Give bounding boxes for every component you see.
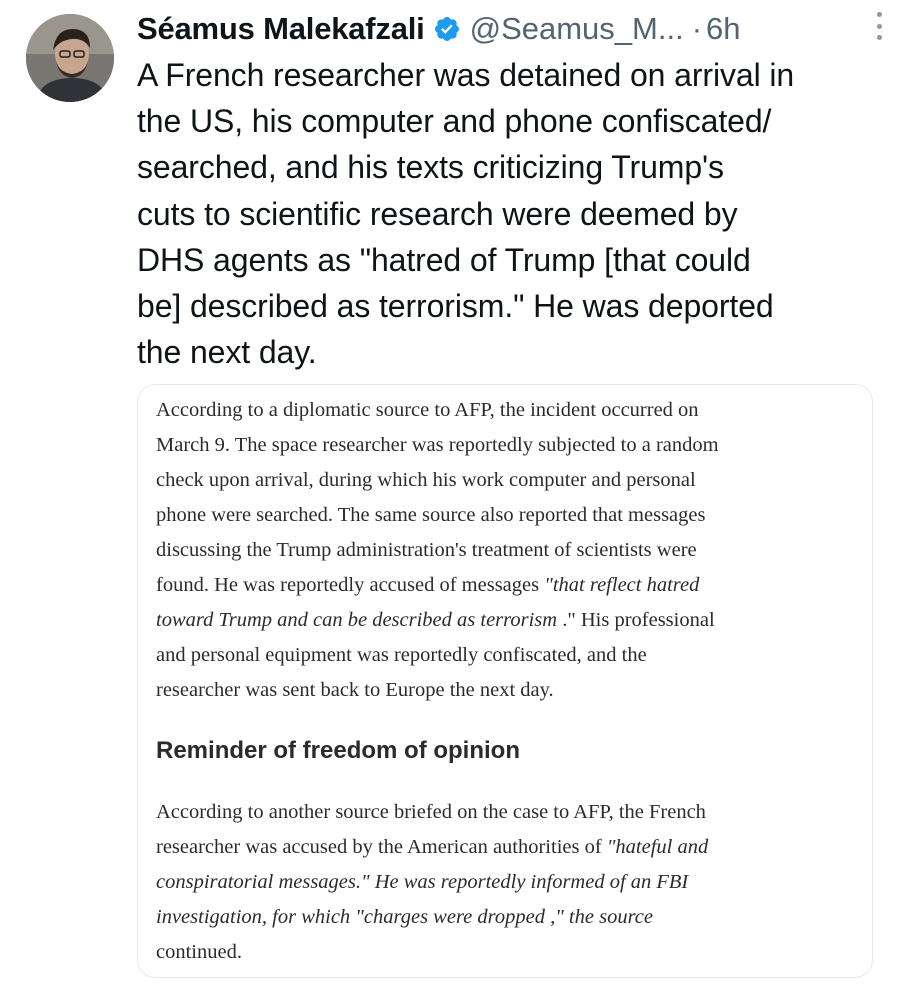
article-line: According to a diplomatic source to AFP, the incident occurred on <box>156 399 699 421</box>
tweet-text-line: the US, his computer and phone confiscated/ <box>137 103 772 140</box>
verified-badge-icon[interactable] <box>433 15 461 43</box>
article-text: He was reportedly informed of an FBI <box>369 871 689 893</box>
article-text: researcher was accused by the American authorities of <box>156 836 607 858</box>
article-line: phone were searched. The same source also reported that messages <box>156 504 706 526</box>
tweet-text-line: cuts to scientific research were deemed by <box>137 195 738 232</box>
separator-dot: · <box>691 11 703 46</box>
tweet-text-line: searched, and his texts criticizing Trump's <box>137 149 724 186</box>
tweet-header <box>137 6 877 52</box>
avatar-photo-icon <box>26 14 114 102</box>
article-text: investigation, for which "charges were dropped ," the source <box>156 906 653 928</box>
more-options-icon[interactable] <box>871 12 887 40</box>
tweet-text-line: DHS agents as "hatred of Trump [that could <box>137 241 751 278</box>
article-paragraph-2 <box>156 795 856 970</box>
article-quote: "that reflect hatred <box>544 574 700 596</box>
article-line: discussing the Trump administration's treatment of scientists were <box>156 539 697 561</box>
article-quote: "hateful and <box>606 836 709 858</box>
article-paragraph-1 <box>156 393 856 708</box>
article-line: and personal equipment was reportedly confiscated, and the <box>156 644 647 666</box>
article-line: check upon arrival, during which his work computer and personal <box>156 469 696 491</box>
article-line <box>156 900 856 935</box>
author-handle[interactable]: @Seamus_M... <box>469 11 684 46</box>
author-name[interactable]: Séamus Malekafzali <box>137 11 425 46</box>
article-quote: conspiratorial messages." <box>156 871 370 893</box>
article-line: According to another source briefed on the case to AFP, the French <box>156 801 706 823</box>
tweet-text-line: the next day. <box>137 334 317 371</box>
article-line <box>156 568 856 603</box>
tweet-text-line: A French researcher was detained on arrival in <box>137 57 795 93</box>
timestamp[interactable]: 6h <box>706 11 741 46</box>
avatar[interactable] <box>26 14 114 102</box>
article-line <box>156 865 856 900</box>
article-subheading: Reminder of freedom of opinion <box>156 737 520 764</box>
article-line: researcher was sent back to Europe the next day. <box>156 679 554 701</box>
article-text: ." His professional <box>557 609 715 631</box>
article-text: found. He was reportedly accused of messages <box>156 574 545 596</box>
article-line: March 9. The space researcher was reportedly subjected to a random <box>156 434 719 456</box>
article-line: continued. <box>156 941 242 963</box>
tweet-text-line: be] described as terrorism." He was deported <box>137 288 774 325</box>
article-line <box>156 603 856 638</box>
attached-image-card[interactable] <box>137 384 873 978</box>
article-quote: toward Trump and can be described as terrorism <box>156 609 558 631</box>
tweet-text <box>137 52 877 375</box>
article-line <box>156 830 856 865</box>
